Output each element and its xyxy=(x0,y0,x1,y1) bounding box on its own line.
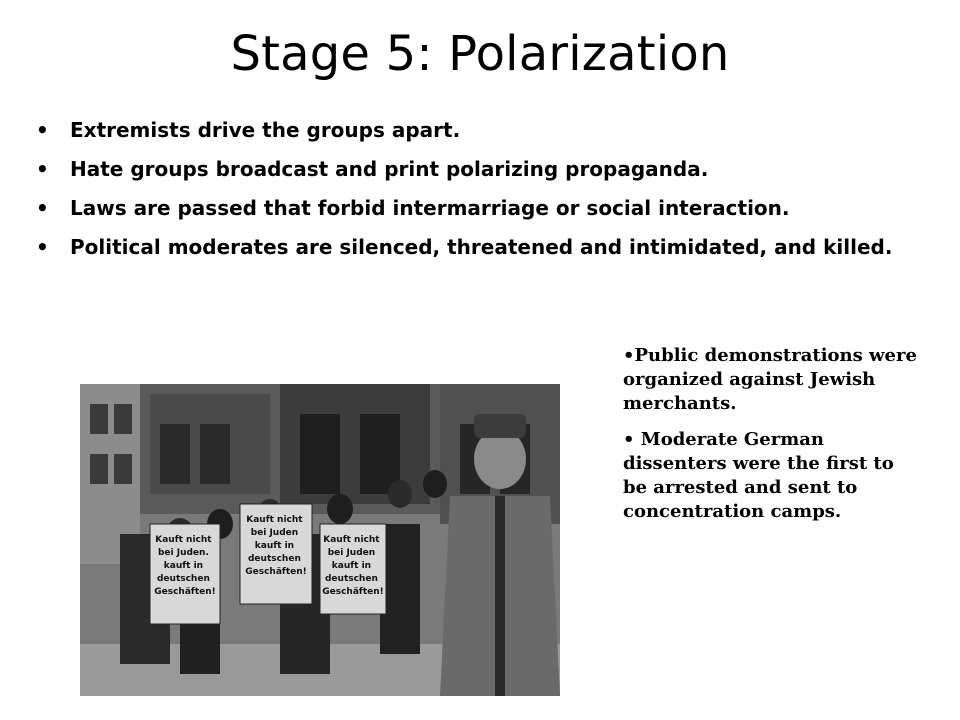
bullet-icon: • xyxy=(36,235,49,259)
bullet-item xyxy=(36,233,916,262)
side-note: •Public demonstrations were organized against Jewish merchants. xyxy=(623,345,917,414)
bullet-icon: • xyxy=(36,118,49,142)
bullet-item xyxy=(36,155,916,184)
bullet-item xyxy=(36,194,916,223)
bullet-text: Hate groups broadcast and print polarizing propaganda. xyxy=(70,157,709,181)
sign-text: Kauft nicht bei Juden kauft in deutschen Geschäften! xyxy=(322,535,384,597)
historical-photo xyxy=(80,384,560,696)
bullet-text: Laws are passed that forbid intermarriage or social interaction. xyxy=(70,196,790,220)
sign-text: Kauft nicht bei Juden kauft in deutschen Geschäften! xyxy=(245,515,307,577)
bullet-icon: • xyxy=(36,157,49,181)
side-notes xyxy=(623,344,923,536)
side-note: • Moderate German dissenters were the first to be arrested and sent to concentration camps. xyxy=(623,429,894,522)
bullet-icon: • xyxy=(36,196,49,220)
bullet-list xyxy=(36,116,916,272)
bullet-text: Extremists drive the groups apart. xyxy=(70,118,461,142)
sign-text: Kauft nicht bei Juden. kauft in deutschen Geschäften! xyxy=(154,535,216,597)
slide-title: Stage 5: Polarization xyxy=(230,26,730,82)
bullet-text: Political moderates are silenced, threatened and intimidated, and killed. xyxy=(70,235,893,259)
bullet-item xyxy=(36,116,916,145)
